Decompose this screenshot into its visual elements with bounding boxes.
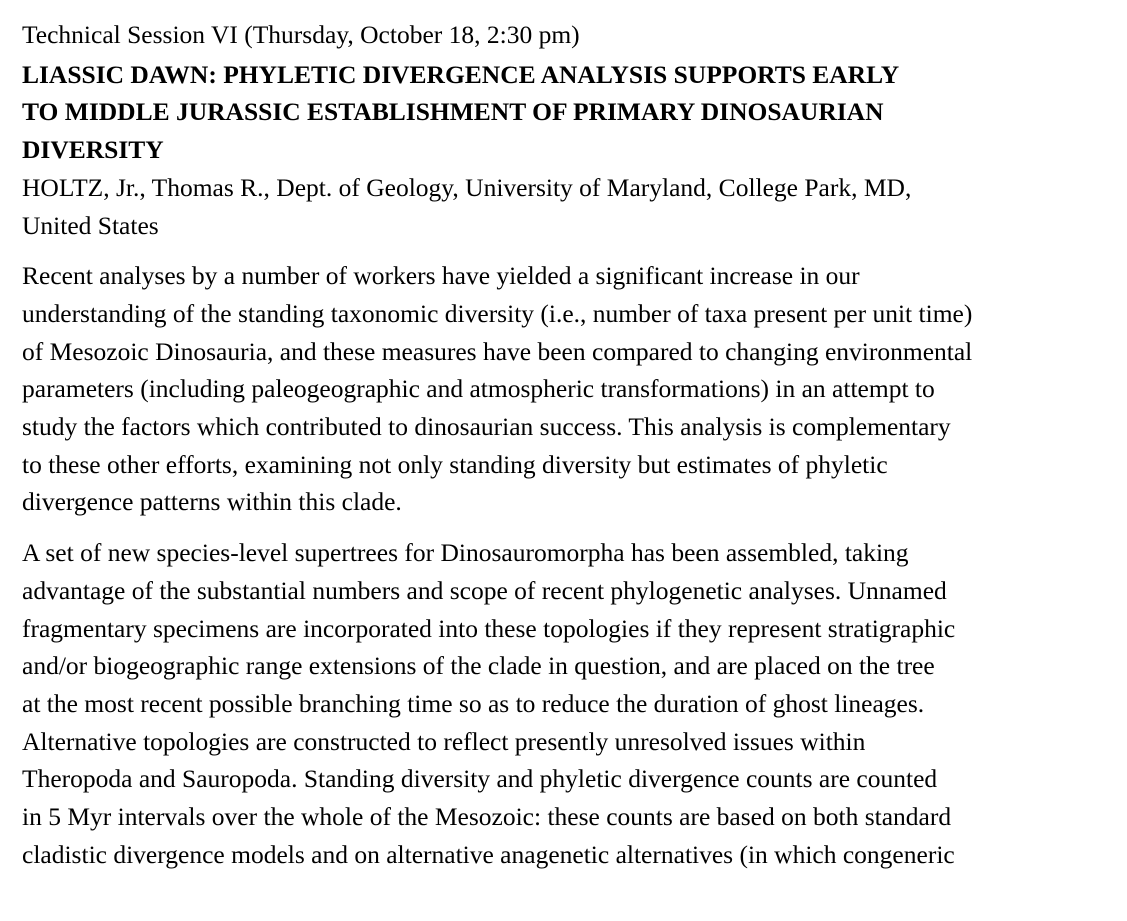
paragraph-line: understanding of the standing taxonomic diversity (i.e., number of taxa present per unit time) [22,298,973,328]
paragraph-line: A set of new species-level supertrees for Dinosauromorpha has been assembled, taking [22,538,909,568]
paragraph-line: in 5 Myr intervals over the whole of the Mesozoic: these counts are based on both standard [22,802,952,832]
paragraph-line: Alternative topologies are constructed to reflect presently unresolved issues within [22,726,866,756]
paragraph-line: study the factors which contributed to dinosaurian success. This analysis is complementary [22,412,951,442]
title-line: DIVERSITY [22,135,164,165]
paragraph-line: and/or biogeographic range extensions of the clade in question, and are placed on the tree [22,651,935,681]
abstract-paragraph-2 [22,534,1100,873]
paragraph-line: fragmentary specimens are incorporated into these topologies if they represent stratigraphic [22,613,956,643]
paragraph-line: Recent analyses by a number of workers have yielded a significant increase in our [22,261,860,291]
title-line: LIASSIC DAWN: PHYLETIC DIVERGENCE ANALYSIS SUPPORTS EARLY [22,59,900,89]
paragraph-line: Theropoda and Sauropoda. Standing diversity and phyletic divergence counts are counted [22,764,938,794]
title-line: TO MIDDLE JURASSIC ESTABLISHMENT OF PRIMARY DINOSAURIAN [22,97,884,127]
paragraph-line: cladistic divergence models and on alternative anagenetic alternatives (in which congeneric [22,839,955,869]
abstract-paragraph-1 [22,257,1100,521]
paragraph-line: divergence patterns within this clade. [22,487,402,517]
author-affiliation [22,169,1100,244]
paragraph-line: parameters (including paleogeographic and atmospheric transformations) in an attempt to [22,374,935,404]
author-line: United States [22,210,159,240]
paragraph-line: of Mesozoic Dinosauria, and these measures have been compared to changing environmental [22,336,973,366]
paragraph-line: at the most recent possible branching time so as to reduce the duration of ghost lineages. [22,688,925,718]
paragraph-line: advantage of the substantial numbers and scope of recent phylogenetic analyses. Unnamed [22,575,947,605]
abstract-title [22,56,1100,169]
author-line: HOLTZ, Jr., Thomas R., Dept. of Geology, University of Maryland, College Park, MD, [22,172,912,202]
paragraph-line: to these other efforts, examining not only standing diversity but estimates of phyletic [22,449,888,479]
session-heading: Technical Session VI (Thursday, October 18, 2:30 pm) [22,20,580,49]
